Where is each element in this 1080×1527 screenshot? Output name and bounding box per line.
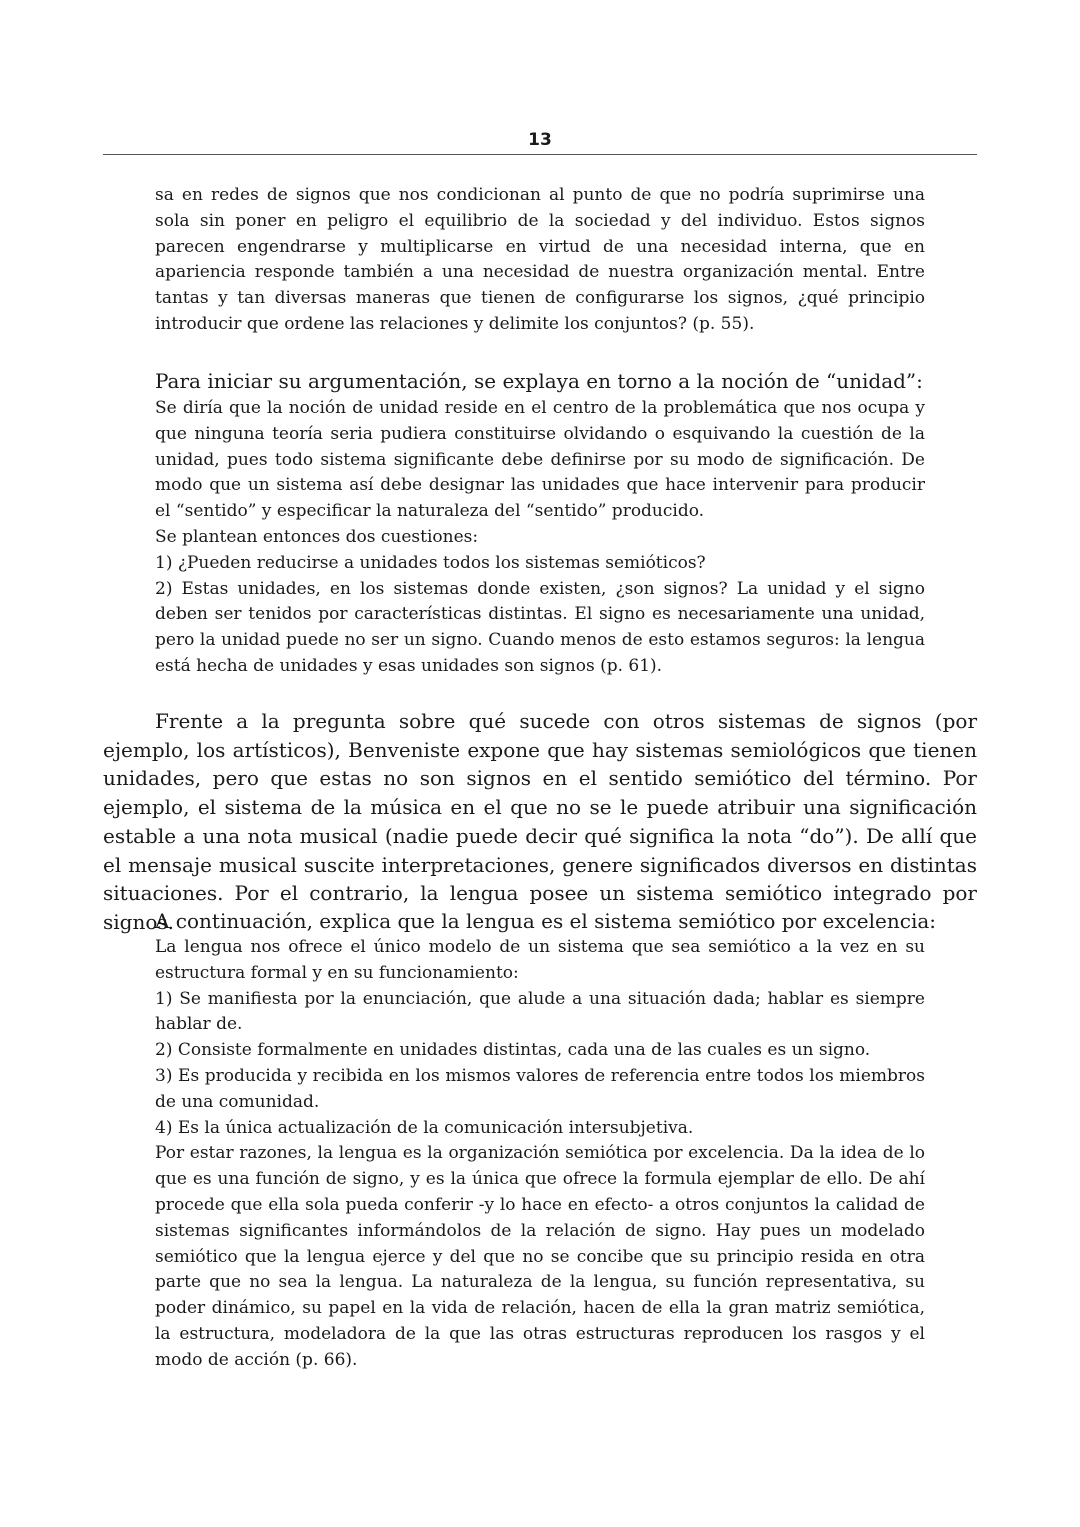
- quote-paragraph: sa en redes de signos que nos condicionan al punto de que no podría suprimirse una sola sin poner en peligro el equilibrio de la sociedad y del individuo. Estos signos parecen engendrarse y multiplicarse en virtud de una necesidad interna, que en apariencia responde también a una necesidad de nuestra organización mental. Entre tantas y tan diversas maneras que tienen de configurarse los signos, ¿qué principio introducir que ordene las relaciones y delimite los conjuntos? (p. 55).: [155, 185, 925, 334]
- block-quote-1: [155, 183, 925, 338]
- quote-paragraph: Se diría que la noción de unidad reside en el centro de la problemática que nos ocupa y que ninguna teoría seria pudiera constituirse olvidando o esquivando la cuestión de la unidad, pues todo sistema significante debe definirse por su modo de significación. De modo que un sistema así debe designar las unidades que hace intervenir para producir el “sentido” y especificar la naturaleza del “sentido” producido.: [155, 398, 925, 522]
- page-number: 13: [528, 130, 552, 150]
- quote-list-item: 4) Es la única actualización de la comunicación intersubjetiva.: [155, 1117, 694, 1138]
- quote-list-item: 3) Es producida y recibida en los mismos valores de referencia entre todos los miembros de una comunidad.: [155, 1065, 925, 1112]
- header-rule: [103, 154, 977, 155]
- quote-paragraph: Se plantean entonces dos cuestiones:: [155, 526, 479, 547]
- quote-list-item: 1) Se manifiesta por la enunciación, que alude a una situación dada; hablar es siempre hablar de.: [155, 988, 925, 1035]
- intro-line-2: A continuación, explica que la lengua es el sistema semiótico por excelencia:: [155, 909, 937, 933]
- body-paragraph: Frente a la pregunta sobre qué sucede con otros sistemas de signos (por ejemplo, los artísticos), Benveniste expone que hay sistemas semiológicos que tienen unidades, pero que estas no son signos en el sentido semiótico del término. Por ejemplo, el sistema de la música en el que no se le puede atribuir una significación estable a una nota musical (nadie puede decir qué significa la nota “do”). De allí que el mensaje musical suscite interpretaciones, genere significados diversos en distintas situaciones. Por el contrario, la lengua posee un sistema semiótico integrado por signos.: [103, 709, 977, 934]
- quote-paragraph: La lengua nos ofrece el único modelo de un sistema que sea semiótico a la vez en su estructura formal y en su funcionamiento:: [155, 937, 925, 983]
- quote-list-item: 2) Estas unidades, en los sistemas donde existen, ¿son signos? La unidad y el signo deben ser tenidos por características distintas. El signo es necesariamente una unidad, pero la unidad puede no ser un signo. Cuando menos de esto estamos seguros: la lengua está hecha de unidades y esas unidades son signos (p. 61).: [155, 578, 925, 676]
- quote-list-item: 2) Consiste formalmente en unidades distintas, cada una de las cuales es un signo.: [155, 1040, 871, 1061]
- block-quote-2: [155, 396, 925, 680]
- intro-line-1: Para iniciar su argumentación, se explaya en torno a la noción de “unidad”:: [155, 369, 923, 393]
- quote-paragraph: Por estar razones, la lengua es la organización semiótica por excelencia. Da la idea de lo que es una función de signo, y es la única que ofrece la formula ejemplar de ello. De ahí procede que ella sola pueda conferir -y lo hace en efecto- a otros conjuntos la calidad de sistemas significantes informándolos de la relación de signo. Hay pues un modelado semiótico que la lengua ejerce y del que no se concibe que su principio resida en otra parte que no sea la lengua. La naturaleza de la lengua, su función representativa, su poder dinámico, su papel en la vida de relación, hacen de ella la gran matriz semiótica, la estructura, modeladora de la que las otras estructuras reproducen los rasgos y el modo de acción (p. 66).: [155, 1143, 925, 1370]
- quote-list-item: 1) ¿Pueden reducirse a unidades todos los sistemas semióticos?: [155, 552, 706, 573]
- block-quote-3: [155, 935, 925, 1374]
